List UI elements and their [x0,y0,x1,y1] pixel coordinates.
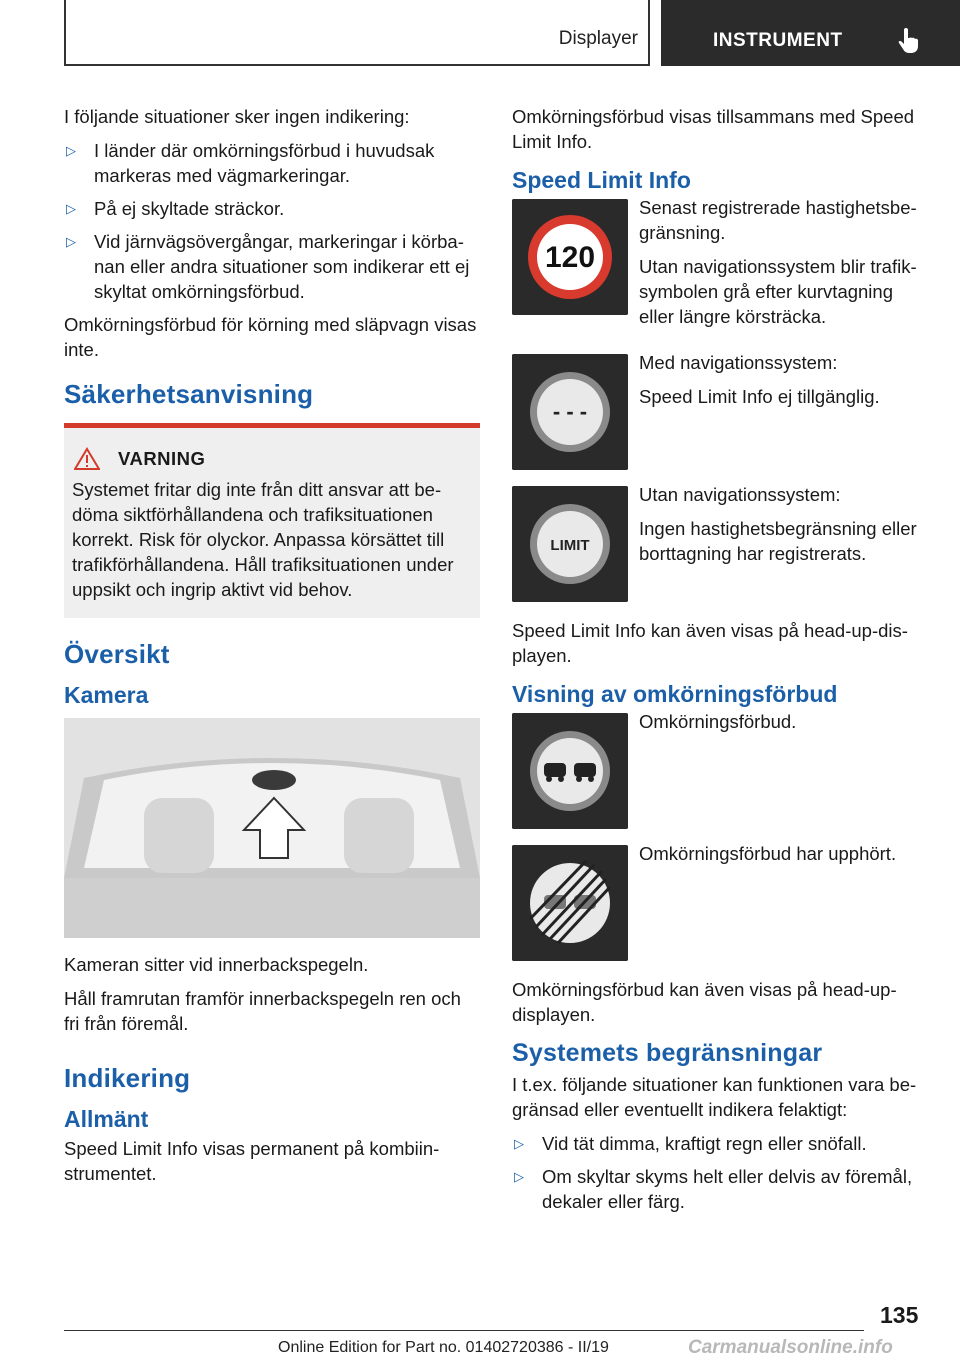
sign3-text-2: Ingen hastighetsbegränsning eller borttagning har registrerats. [639,518,917,564]
list-item: ▷ Vid tät dimma, kraftigt regn eller snöfall. [514,1133,867,1154]
triangle-bullet-icon: ▷ [66,234,76,249]
overtake-heading: Visning av omkörningsförbud [512,681,838,707]
camera-caption-2: Håll framrutan framför innerbackspegeln ren och fri från föremål. [64,988,461,1034]
chapter-tab-label: INSTRUMENT [713,30,843,51]
sign3-text-1: Utan navigationssystem: [639,484,841,505]
warning-box [64,423,480,618]
footer-divider [64,1330,864,1331]
list-item: ▷ Vid järnvägsövergångar, markeringar i körbanan eller andra situationer som indikerar ett ej skyltat omkörningsförbud. [66,231,470,302]
overview-heading: Översikt [64,639,170,669]
sign-row-120 [512,199,932,338]
limits-intro: I t.ex. följande situationer kan funktionen vara begränsad eller eventuellt indikera felaktigt: [512,1074,917,1120]
speed-limit-120-icon [512,199,628,315]
end-of-no-overtaking-icon [512,845,628,961]
camera-heading: Kamera [64,682,149,708]
left-column [64,104,480,1195]
warning-title: VARNING [118,448,206,469]
safety-heading: Säkerhetsanvisning [64,379,314,409]
svg-text:LIMIT: LIMIT [550,537,590,554]
camera-photo [64,718,480,938]
triangle-bullet-icon: ▷ [66,201,76,216]
sign1-text-2: Utan navigationssystem blir trafiksymbolen grå efter kurvtagning eller längre körsträcka. [639,256,917,327]
sign-row-no-overtaking [512,713,932,829]
indication-heading: Indikering [64,1063,191,1093]
sign2-text-2: Speed Limit Info ej tillgänglig. [639,386,880,407]
right-intro: Omkörningsförbud visas tillsammans med Speed Limit Info. [512,106,915,152]
triangle-bullet-icon: ▷ [514,1136,524,1151]
sign5-text: Omkörningsförbud har upphört. [639,843,897,864]
general-heading: Allmänt [64,1106,149,1132]
page-number: 135 [880,1302,919,1328]
speed-limit-unavailable-icon [512,354,628,470]
sign-row-limit [512,486,932,602]
warning-triangle-icon [74,447,100,471]
sign4-text: Omkörningsförbud. [639,711,797,732]
camera-caption-1: Kameran sitter vid innerbackspegeln. [64,954,369,975]
sign2-text-1: Med navigationssystem: [639,352,838,373]
right-column [512,104,932,1222]
trailer-note: Omkörningsförbud för körning med släpvagn visas inte. [64,314,477,360]
overtake-hud: Omkörningsförbud kan även visas på head-up-displayen. [512,979,897,1025]
watermark: Carmanualsonline.info [688,1337,893,1358]
edition-text: Online Edition for Part no. 01402720386 - II/19 [278,1339,609,1356]
list-item: ▷ På ej skyltade sträckor. [66,198,285,219]
warning-body: Systemet fritar dig inte från ditt ansvar att bedöma siktförhållandena och trafiksituationen korrekt. Risk för olyckor. Anpassa körsättet till trafikförhållandena. Håll trafiksituationen under uppsikt och ingrip aktivt vid behov. [72,479,454,600]
no-overtaking-icon [512,713,628,829]
list-item: ▷ Om skyltar skyms helt eller delvis av föremål, dekaler eller färg. [514,1166,913,1212]
intro-text: I följande situationer sker ingen indikering: [64,106,410,127]
chapter-tab[interactable] [661,0,960,66]
sign-row-unavailable [512,354,932,470]
speed-limit-none-icon [512,486,628,602]
sign1-text-1: Senast registrerade hastighetsbegränsning. [639,197,917,243]
list-item: ▷ I länder där omkörningsförbud i huvudsak markeras med vägmarkeringar. [66,140,435,186]
triangle-bullet-icon: ▷ [66,143,76,158]
section-title: Displayer [558,28,638,49]
pointing-hand-icon [897,27,921,53]
limits-heading: Systemets begränsningar [512,1039,823,1067]
general-body: Speed Limit Info visas permanent på kombiinstrumentet. [64,1138,440,1184]
svg-text:120: 120 [544,241,596,274]
triangle-bullet-icon: ▷ [514,1169,524,1184]
speed-heading: Speed Limit Info [512,167,691,193]
sign-row-end-no-overtaking [512,845,932,961]
hud-text: Speed Limit Info kan även visas på head-up-displayen. [512,620,908,666]
svg-text:- - -: - - - [552,399,588,424]
